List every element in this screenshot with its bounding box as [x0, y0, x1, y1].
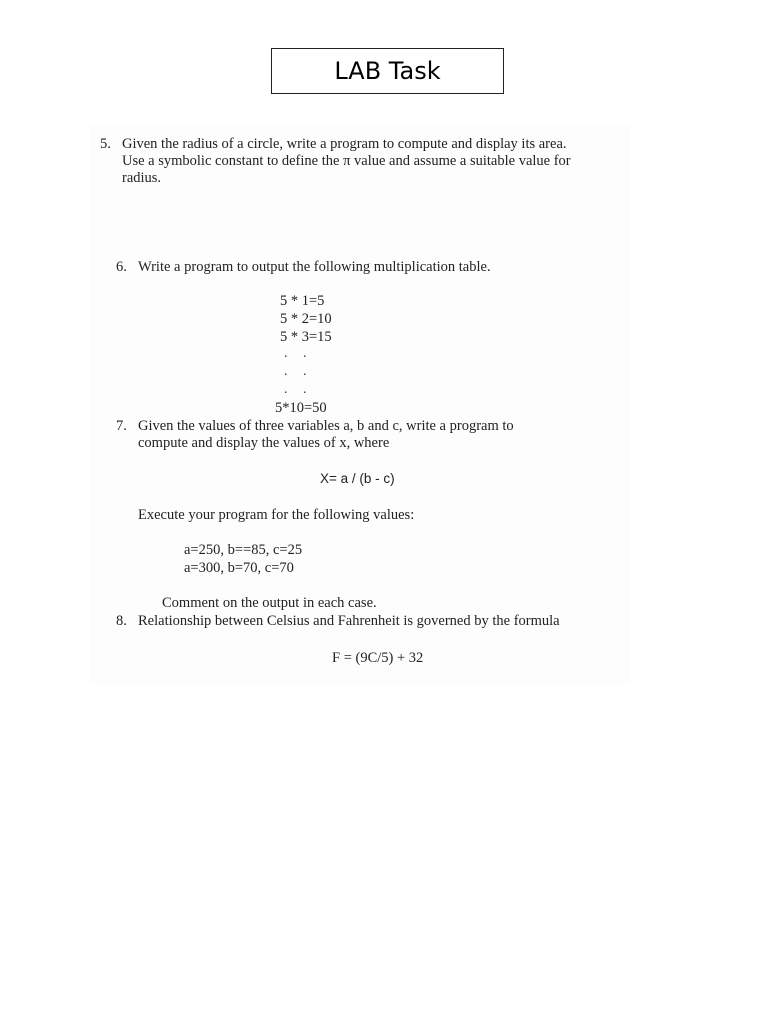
question-number: 8.	[116, 613, 127, 629]
text-line: Use a symbolic constant to define the π value and assume a suitable value for	[122, 153, 571, 169]
question-text	[122, 136, 571, 187]
value-set: a=300, b=70, c=70	[184, 560, 294, 576]
text-line: radius.	[122, 170, 162, 186]
table-row: 5*10=50	[275, 400, 327, 416]
text-line: Given the radius of a circle, write a program to compute and display its area.	[122, 136, 567, 152]
table-ellipsis: . .	[284, 364, 313, 379]
question-text	[138, 418, 514, 452]
table-ellipsis: . .	[284, 382, 313, 397]
text-line: compute and display the values of x, where	[138, 435, 390, 451]
table-row: 5 * 3=15	[280, 329, 332, 345]
question-text	[138, 613, 560, 630]
page-title: LAB Task	[271, 48, 504, 94]
table-row: 5 * 1=5	[280, 293, 325, 309]
question-number: 6.	[116, 259, 127, 275]
execute-instruction: Execute your program for the following values:	[138, 507, 415, 523]
question-number: 5.	[100, 136, 111, 152]
formula: X= a / (b - c)	[320, 471, 395, 486]
question-text	[138, 259, 491, 276]
text-line: Relationship between Celsius and Fahrenheit is governed by the formula	[138, 613, 560, 629]
table-row: 5 * 2=10	[280, 311, 332, 327]
question-number: 7.	[116, 418, 127, 434]
text-line: Write a program to output the following multiplication table.	[138, 259, 491, 275]
formula: F = (9C/5) + 32	[332, 650, 424, 666]
comment-instruction: Comment on the output in each case.	[162, 595, 377, 611]
text-line: Given the values of three variables a, b and c, write a program to	[138, 418, 514, 434]
value-set: a=250, b==85, c=25	[184, 542, 303, 558]
table-ellipsis: . .	[284, 346, 313, 361]
